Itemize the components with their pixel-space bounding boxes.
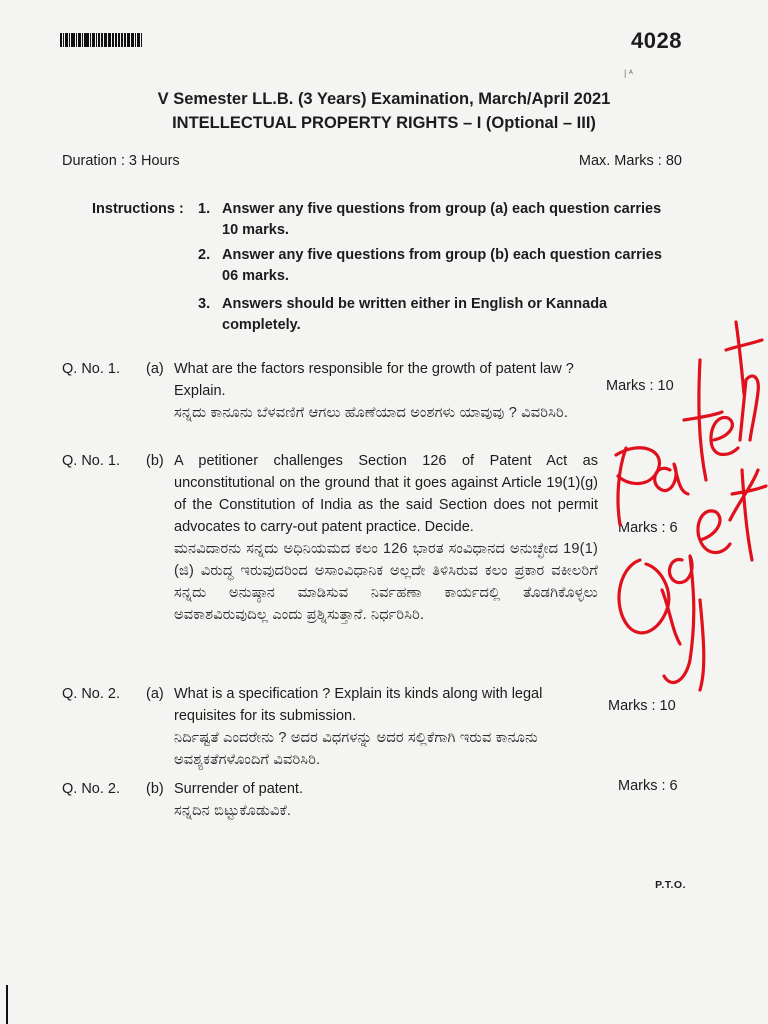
barcode-bar — [80, 33, 81, 47]
annotation-stroke — [742, 470, 752, 560]
barcode-bar — [141, 33, 142, 47]
question-text-english: Surrender of patent. — [174, 781, 303, 797]
barcode-bar — [66, 33, 68, 47]
barcode-bar — [138, 33, 140, 47]
annotation-stroke — [732, 486, 766, 494]
instruction-number: 3. — [198, 296, 211, 312]
subject-title: INTELLECTUAL PROPERTY RIGHTS – I (Optional – III) — [172, 114, 596, 132]
instruction-item — [198, 245, 668, 287]
annotation-stroke — [711, 417, 738, 454]
annotation-stroke — [730, 470, 758, 520]
annotation-stroke — [699, 360, 706, 480]
question-2a — [62, 683, 692, 771]
question-part: (a) — [146, 686, 164, 702]
max-marks: Max. Marks : 80 — [578, 153, 682, 169]
annotation-stroke — [726, 340, 762, 350]
paper-code: 4028 — [631, 28, 682, 53]
instruction-number: 2. — [198, 247, 211, 263]
barcode-bar — [93, 33, 95, 47]
barcode — [60, 33, 148, 47]
instruction-text: Answer any five questions from group (a) each question carries 10 marks. — [222, 201, 662, 238]
instruction-text: Answer any five questions from group (b) each question carries 06 marks. — [222, 247, 662, 284]
instruction-number: 1. — [198, 201, 211, 217]
question-text-english: A petitioner challenges Section 126 of Patent Act as unconstitutional on the ground that it goes against Article 19(1)(g) of the Constitution of India as the said Section does not permit advocates to carry-out patent practice. Decide. — [174, 453, 598, 535]
question-marks: Marks : 10 — [608, 698, 676, 714]
annotation-stroke — [700, 600, 704, 690]
question-text-kannada: ಸನ್ನದು ಕಾನೂನು ಬೆಳವಣಿಗೆ ಆಗಲು ಹೊಣೆಯಾದ ಅಂಶಗಳು ಯಾವುವು ? ವಿವರಿಸಿರಿ. — [174, 405, 569, 421]
barcode-bar — [132, 33, 134, 47]
question-number: Q. No. 2. — [62, 686, 121, 702]
question-text-kannada: ಮನವಿದಾರನು ಸನ್ನದು ಅಧಿನಿಯಮದ ಕಲಂ 126 ಭಾರತ ಸಂವಿಧಾನದ ಅನುಚ್ಛೇದ 19(1)(ಜಿ) ವಿರುದ್ಧ ಇರುವುದರಿಂದ ಅಸಾಂವಿಧಾನಿಕ ಅಲ್ಲದೇ ತಿಳಿಸಿರುವ ಕಲಂ ಪ್ರಕಾರ ವಕೀಲರಿಗೆ ಸನ್ನದು ಅನುಷ್ಠಾನ ಮಾಡಿಸುವ ನಿರ್ವಹಣಾ ಕಾರ್ಯದಲ್ಲಿ ತೊಡಗಿಕೊಳ್ಳಲು ಅವಕಾಶವಿರುವುದಿಲ್ಲ ಎಂದು ಪ್ರಶ್ನಿಸುತ್ತಾನೆ. ನಿರ್ಧರಿಸಿರಿ. — [174, 541, 598, 623]
instruction-text: Answers should be written either in English or Kannada completely. — [222, 296, 608, 333]
question-text-kannada: ಸನ್ನದಿನ ಬಿಟ್ಟುಕೊಡುವಿಕೆ. — [174, 803, 292, 819]
barcode-bar — [74, 33, 75, 47]
barcode-bar — [60, 33, 62, 47]
question-marks: Marks : 6 — [618, 778, 678, 794]
question-marks: Marks : 10 — [606, 378, 674, 394]
exam-title: V Semester LL.B. (3 Years) Examination, March/April 2021 — [157, 90, 611, 108]
scan-edge-mark — [6, 985, 8, 1024]
question-number: Q. No. 2. — [62, 781, 121, 797]
duration: Duration : 3 Hours — [62, 153, 180, 169]
question-1a — [62, 358, 692, 424]
annotation-stroke — [740, 376, 758, 440]
barcode-bar — [106, 33, 107, 47]
annotation-stroke — [698, 511, 730, 553]
question-part: (b) — [146, 781, 164, 797]
question-2b — [62, 778, 692, 822]
instructions-label: Instructions : — [92, 201, 184, 217]
stray-ink-mark: | ᴬ — [624, 68, 633, 78]
barcode-bar — [125, 33, 126, 47]
question-marks: Marks : 6 — [618, 520, 678, 536]
question-number: Q. No. 1. — [62, 453, 121, 469]
question-text-kannada: ನಿರ್ದಿಷ್ಟತೆ ಎಂದರೇನು ? ಅದರ ವಿಧಗಳನ್ನು ಅದರ ಸಲ್ಲಿಕೆಗಾಗಿ ಇರುವ ಕಾನೂನು ಅವಶ್ಯಕತೆಗಳೊಂದಿಗೆ ವಿವರಿಸಿರಿ. — [174, 730, 538, 768]
question-text-english: What are the factors responsible for the growth of patent law ? Explain. — [174, 361, 574, 399]
question-number: Q. No. 1. — [62, 361, 121, 377]
question-part: (a) — [146, 361, 164, 377]
barcode-bar — [119, 33, 120, 47]
question-1b — [62, 450, 692, 626]
instruction-item — [198, 199, 668, 241]
barcode-bar — [99, 33, 100, 47]
please-turn-over: P.T.O. — [655, 879, 686, 891]
instruction-item — [198, 294, 668, 336]
annotation-stroke — [736, 322, 744, 394]
barcode-bar — [113, 33, 114, 47]
barcode-bar — [86, 33, 89, 47]
question-text-english: What is a specification ? Explain its kinds along with legal requisites for its submission. — [174, 686, 543, 724]
question-part: (b) — [146, 453, 164, 469]
